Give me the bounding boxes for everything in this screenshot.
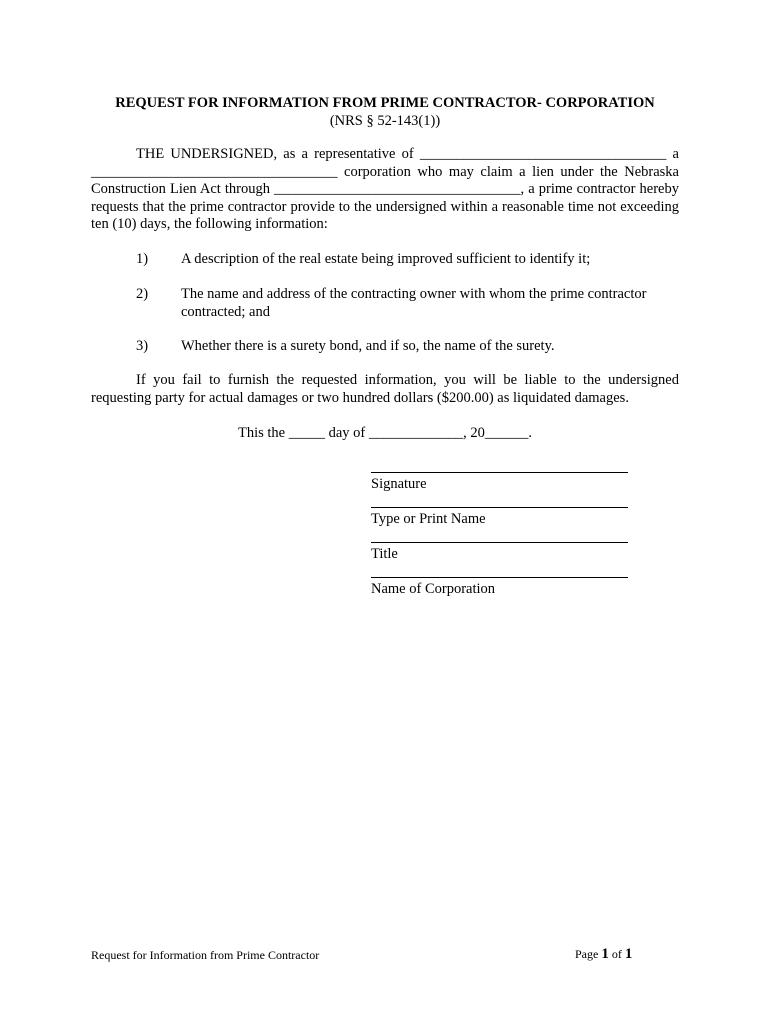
list-item-number: 3)	[136, 338, 149, 354]
closing-paragraph	[91, 372, 679, 407]
print-name-label: Type or Print Name	[371, 511, 486, 527]
page-number	[575, 946, 632, 963]
signature-block	[371, 472, 628, 493]
closing-paragraph-text: If you fail to furnish the requested information, you will be liable to the undersigned requesting party for actual damages or two hundred dollars ($200.00) as liquidated damages.	[91, 372, 679, 406]
signature-label: Signature	[371, 476, 427, 492]
intro-paragraph-text: THE UNDERSIGNED, as a representative of __________________________________ a __________________________________ corporation who may claim a lien under the Nebraska Construction Lien Act through __________________________________, a prime contractor hereby requests that the prime contractor provide to the undersigned within a reasonable time not exceeding ten (10) days, the following information:	[91, 146, 679, 232]
document-subtitle: (NRS § 52-143(1))	[329, 113, 441, 129]
corporation-name-line	[371, 577, 628, 578]
page-current: 1	[601, 946, 609, 962]
title-line	[371, 542, 628, 543]
page-of: of	[611, 947, 622, 961]
page-total: 1	[624, 946, 633, 962]
list-item-text: The name and address of the contracting owner with whom the prime contractor contracted; and	[181, 286, 647, 320]
intro-paragraph	[91, 146, 679, 234]
list-item-text: A description of the real estate being improved sufficient to identify it;	[181, 251, 591, 267]
corporation-name-block	[371, 577, 628, 598]
list-item-number: 2)	[136, 286, 149, 302]
corporation-name-label: Name of Corporation	[371, 581, 496, 597]
print-name-block	[371, 507, 628, 528]
page-prefix: Page	[575, 947, 599, 961]
date-line: This the _____ day of _____________, 20______.	[237, 425, 532, 441]
print-name-line	[371, 507, 628, 508]
title-label: Title	[371, 546, 398, 562]
list-item-text: Whether there is a surety bond, and if so, the name of the surety.	[181, 338, 555, 354]
list-item-number: 1)	[136, 251, 149, 267]
signature-line	[371, 472, 628, 473]
footer-title: Request for Information from Prime Contractor	[91, 948, 320, 962]
document-title: REQUEST FOR INFORMATION FROM PRIME CONTRACTOR- CORPORATION	[115, 95, 655, 111]
title-block	[371, 542, 628, 563]
